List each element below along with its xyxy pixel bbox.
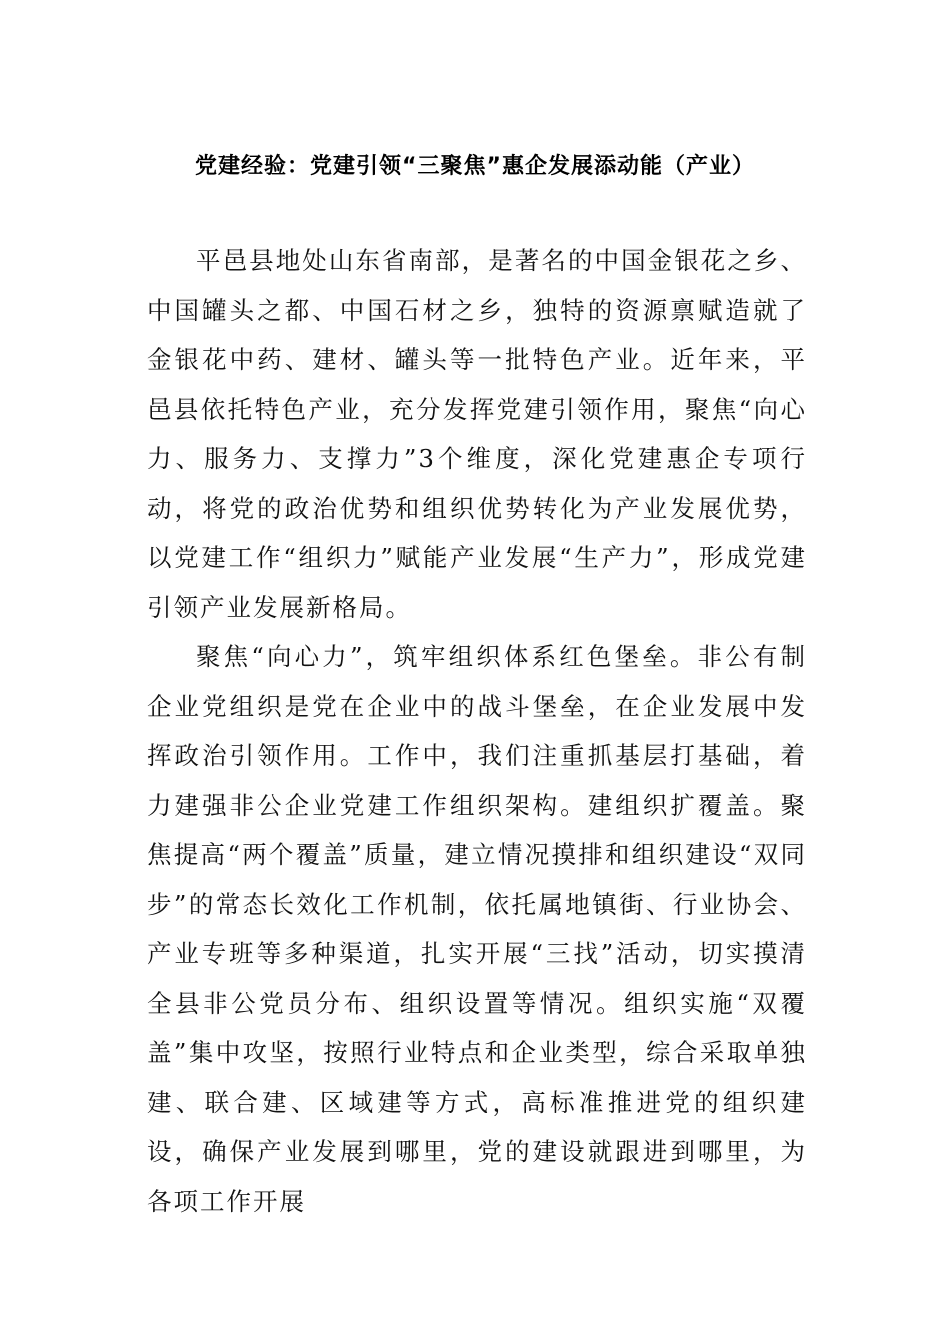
document-title: 党建经验：党建引领“三聚焦”惠企发展添动能（产业）: [195, 154, 755, 179]
paragraph: 聚焦“向心力”，筑牢组织体系红色堡垒。非公有制企业党组织是党在企业中的战斗堡垒，在企业发展中发挥政治引领作用。工作中，我们注重抓基层打基础，着力建强非公企业党建工作组织架构。建组织扩覆盖。聚焦提高“两个覆盖”质量，建立情况摸排和组织建设“双同步”的常态长效化工作机制，依托属地镇街、行业协会、产业专班等多种渠道，扎实开展“三找”活动，切实摸清全县非公党员分布、组织设置等情况。组织实施“双覆盖”集中攻坚，按照行业特点和企业类型，综合采取单独建、联合建、区域建等方式，高标准推进党的组织建设，确保产业发展到哪里，党的建设就跟进到哪里，为各项工作开展: [147, 642, 807, 1216]
paragraph: 平邑县地处山东省南部，是著名的中国金银花之乡、中国罐头之都、中国石材之乡，独特的资源禀赋造就了金银花中药、建材、罐头等一批特色产业。近年来，平邑县依托特色产业，充分发挥党建引领作用，聚焦“向心力、服务力、支撑力”3个维度，深化党建惠企专项行动，将党的政治优势和组织优势转化为产业发展优势，以党建工作“组织力”赋能产业发展“生产力”，形成党建引领产业发展新格局。: [147, 246, 807, 622]
document-body: [147, 236, 807, 1226]
